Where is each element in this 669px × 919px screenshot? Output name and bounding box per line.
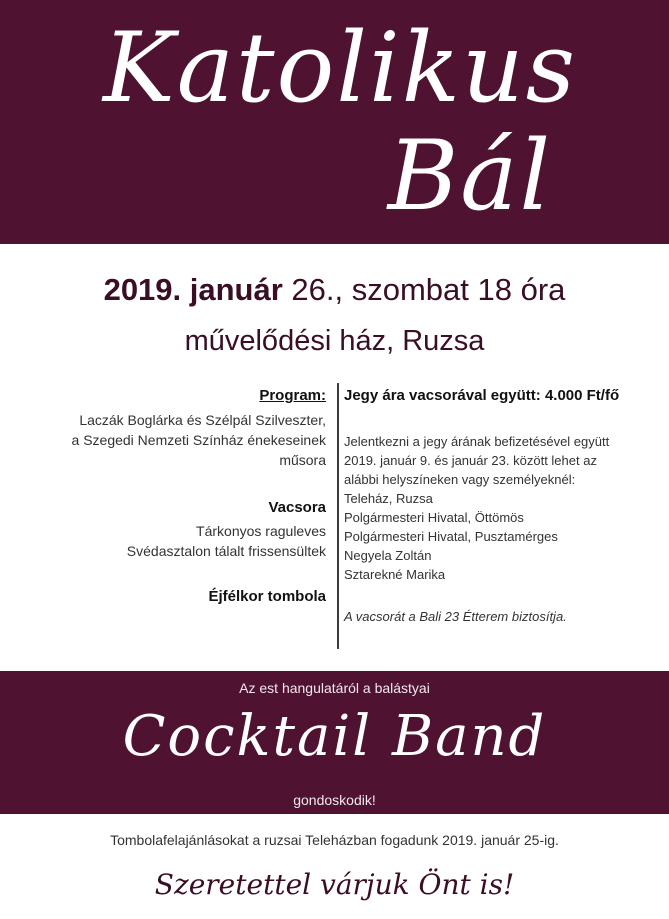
raffle-note: Tombolafelajánlásokat a ruzsai Teleházban fogadunk 2019. január 25-ig.	[110, 832, 559, 848]
dinner-item: Tárkonyos raguleves	[196, 523, 326, 539]
registration-line: 2019. január 9. és január 23. között lehet az	[344, 453, 597, 468]
place-item: Polgármesteri Hivatal, Pusztamérges	[344, 529, 558, 544]
music-closing: gondoskodik!	[293, 792, 376, 808]
ticket-price: Jegy ára vacsorával együtt: 4.000 Ft/fő	[344, 387, 620, 404]
welcome-message: Szeretettel várjuk Önt is!	[154, 868, 515, 901]
dinner-menu	[6, 521, 332, 561]
event-date-bold: 2019. január	[103, 272, 283, 307]
program-line: műsora	[279, 452, 326, 468]
place-item: Polgármesteri Hivatal, Öttömös	[344, 510, 524, 525]
caterer-note: A vacsorát a Bali 23 Étterem biztosítja.	[344, 609, 567, 624]
registration-info	[344, 432, 644, 489]
place-item: Teleház, Ruzsa	[344, 491, 433, 506]
registration-line: alábbi helyszíneken vagy személyeknél:	[344, 472, 576, 487]
program-line: a Szegedi Nemzeti Színház énekeseinek	[71, 432, 326, 448]
dinner-item: Svédasztalon tálalt frissensültek	[126, 543, 326, 559]
ticket-places	[344, 489, 644, 584]
event-venue: művelődési ház, Ruzsa	[184, 325, 485, 357]
dinner-heading: Vacsora	[268, 499, 326, 516]
event-date	[0, 272, 669, 308]
place-item: Negyela Zoltán	[344, 548, 432, 563]
music-intro: Az est hangulatáról a balástyai	[239, 680, 430, 696]
event-date-rest: 26., szombat 18 óra	[282, 272, 566, 307]
program-text	[6, 410, 332, 470]
program-heading: Program:	[259, 387, 326, 404]
registration-line: Jelentkezni a jegy árának befizetésével együtt	[344, 434, 610, 449]
title-bal: Bál	[387, 120, 553, 232]
band-name: Cocktail Band	[122, 704, 547, 769]
title-katolikus: Katolikus	[103, 12, 577, 124]
program-line: Laczák Boglárka és Szélpál Szilveszter,	[79, 412, 326, 428]
column-divider	[337, 383, 339, 649]
raffle-heading: Éjfélkor tombola	[208, 588, 326, 605]
place-item: Sztarekné Marika	[344, 567, 446, 582]
